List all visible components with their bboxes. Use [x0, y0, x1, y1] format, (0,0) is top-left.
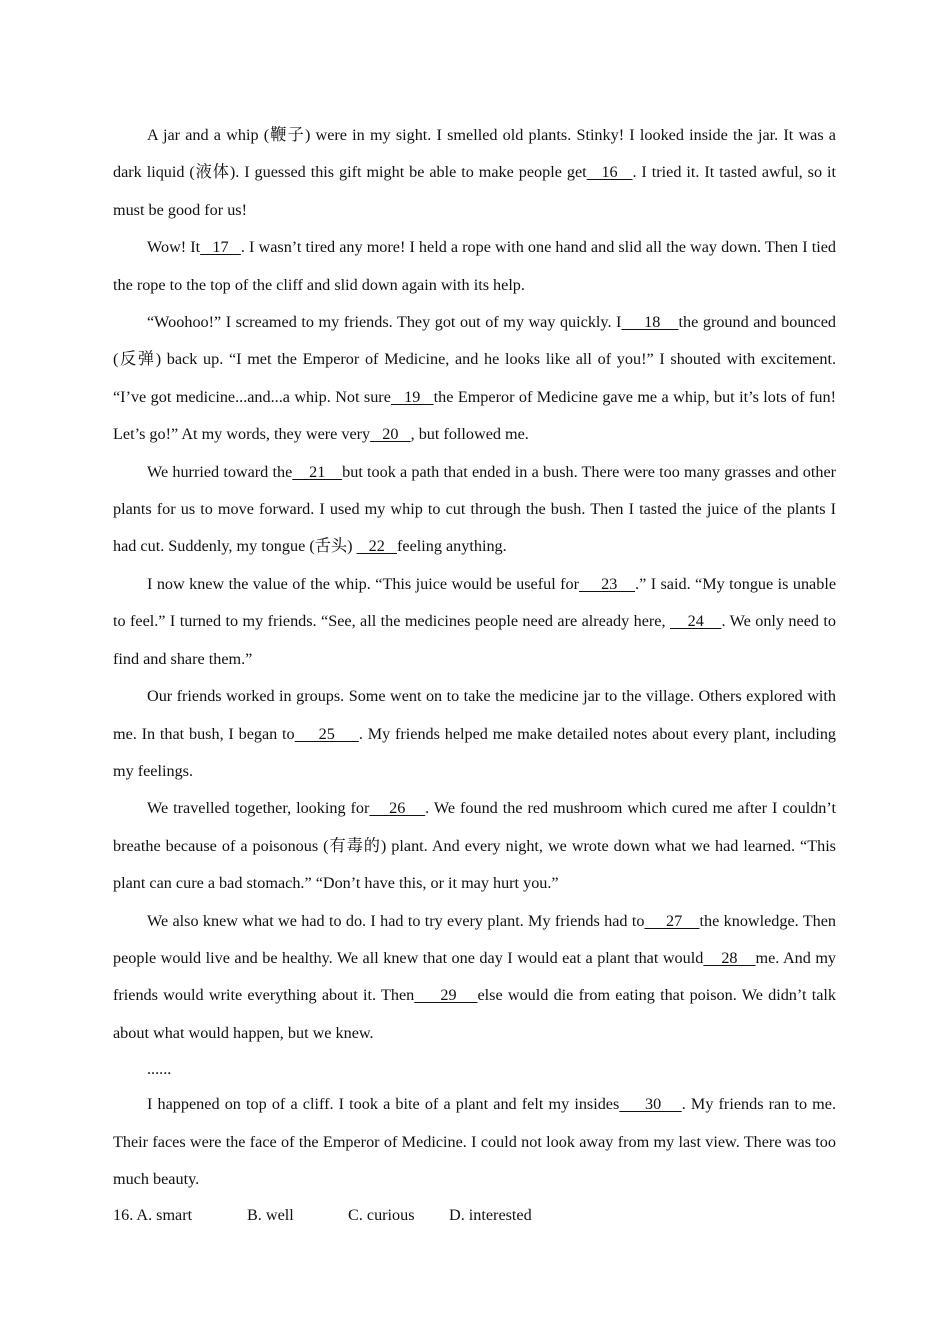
text-run: else would die from eating that poison. We didn’t talk about what would happen, but we knew. — [113, 986, 836, 1042]
answer-blank[interactable]: 30 — [619, 1095, 682, 1114]
text-run: me. And my friends would write everything about it. Then — [113, 948, 837, 1005]
text-run: . I wasn’t tired any more! I held a rope with one hand and slid all the way down. Then I tied the rope to the top of the cliff and slid down again with its help. — [113, 238, 836, 294]
text-run: We also knew what we had to do. I had to try every plant. My friends had to — [147, 911, 645, 930]
option-a: 16. A. smart — [113, 1206, 193, 1225]
text-run: ...... — [147, 1060, 172, 1079]
text-run: the knowledge. Then people would live and be healthy. We all knew that one day I would eat a plant that would — [113, 911, 836, 967]
text-run: but took a path that ended in a bush. There were too many grasses and other plants for us to move forward. I used my whip to cut through the bush. Then I tasted the juice of the plants I had cut. Suddenly, my tongue (舌头) — [113, 462, 837, 556]
answer-blank[interactable]: 27 — [644, 911, 700, 930]
answer-blank[interactable]: 18 — [621, 313, 679, 332]
option-d: D. interested — [449, 1206, 532, 1225]
answer-blank[interactable]: 29 — [414, 986, 478, 1005]
text-run: . My friends ran to me. Their faces were the face of the Emperor of Medicine. I could not look away from my last view. There was too much beauty. — [113, 1095, 836, 1188]
question-16-options — [113, 1198, 836, 1232]
text-run: . We found the red mushroom which cured me after I couldn’t breathe because of a poisonous (有毒的) plant. And every night, we wrote down what we had learned. “This plant can cure a bad stomach.” “Don’t have this, or it may hurt you.” — [113, 799, 836, 893]
paragraph-3 — [113, 304, 836, 454]
text-run: Wow! It — [147, 238, 201, 257]
answer-blank[interactable]: 20 — [370, 425, 411, 444]
answer-blank[interactable]: 17 — [200, 238, 241, 257]
answer-blank[interactable]: 28 — [703, 948, 756, 967]
answer-blank[interactable]: 19 — [390, 387, 434, 406]
paragraph-ellipsis — [113, 1052, 836, 1086]
text-run: A jar and a whip (鞭子) were in my sight. I smelled old plants. Stinky! I looked inside the jar. It was a dark liquid (液体). I guessed this gift might be able to make people get — [113, 126, 836, 182]
answer-blank[interactable]: 23 — [579, 574, 636, 593]
text-run: We travelled together, looking for — [147, 799, 370, 818]
text-run: I now knew the value of the whip. “This juice would be useful for — [147, 574, 579, 593]
paragraph-5 — [113, 566, 836, 678]
answer-blank[interactable]: 26 — [369, 799, 426, 818]
paragraph-4 — [113, 454, 836, 566]
paragraph-2 — [113, 229, 836, 304]
option-c: C. curious — [348, 1206, 415, 1225]
text-run: I happened on top of a cliff. I took a bite of a plant and felt my insides — [147, 1095, 620, 1114]
text-run: . We only need to find and share them.” — [113, 612, 836, 668]
answer-blank[interactable]: 24 — [669, 612, 722, 631]
answer-blank[interactable]: 21 — [292, 462, 343, 481]
paragraph-10 — [113, 1086, 836, 1198]
text-run: , but followed me. — [410, 425, 529, 444]
paragraph-7 — [113, 790, 836, 902]
text-run: .” I said. “My tongue is unable to feel.” I turned to my friends. “See, all the medicines people need are already here, — [113, 574, 837, 631]
paragraph-1 — [113, 117, 836, 229]
text-run: . My friends helped me make detailed notes about every plant, including my feelings. — [113, 724, 837, 780]
text-run: the ground and bounced (反弹) back up. “I met the Emperor of Medicine, and he looks like all of you!” I shouted with excitement. “I’ve got medicine...and...a whip. Not sure — [113, 313, 837, 406]
answer-blank[interactable]: 22 — [356, 537, 397, 556]
text-run: We hurried toward the — [147, 462, 293, 481]
passage — [113, 117, 836, 1232]
option-b: B. well — [247, 1206, 294, 1225]
text-run: the Emperor of Medicine gave me a whip, but it’s lots of fun! Let’s go!” At my words, they were very — [113, 387, 836, 444]
text-run: feeling anything. — [397, 537, 507, 556]
text-run: . I tried it. It tasted awful, so it must be good for us! — [113, 163, 836, 219]
answer-blank[interactable]: 25 — [294, 724, 359, 743]
text-run: “Woohoo!” I screamed to my friends. They got out of my way quickly. I — [147, 313, 622, 332]
paragraph-6 — [113, 678, 836, 790]
answer-blank[interactable]: 16 — [586, 163, 633, 182]
text-run: Our friends worked in groups. Some went on to take the medicine jar to the village. Others explored with me. In that bush, I began to — [113, 687, 836, 743]
paragraph-8 — [113, 903, 836, 1053]
